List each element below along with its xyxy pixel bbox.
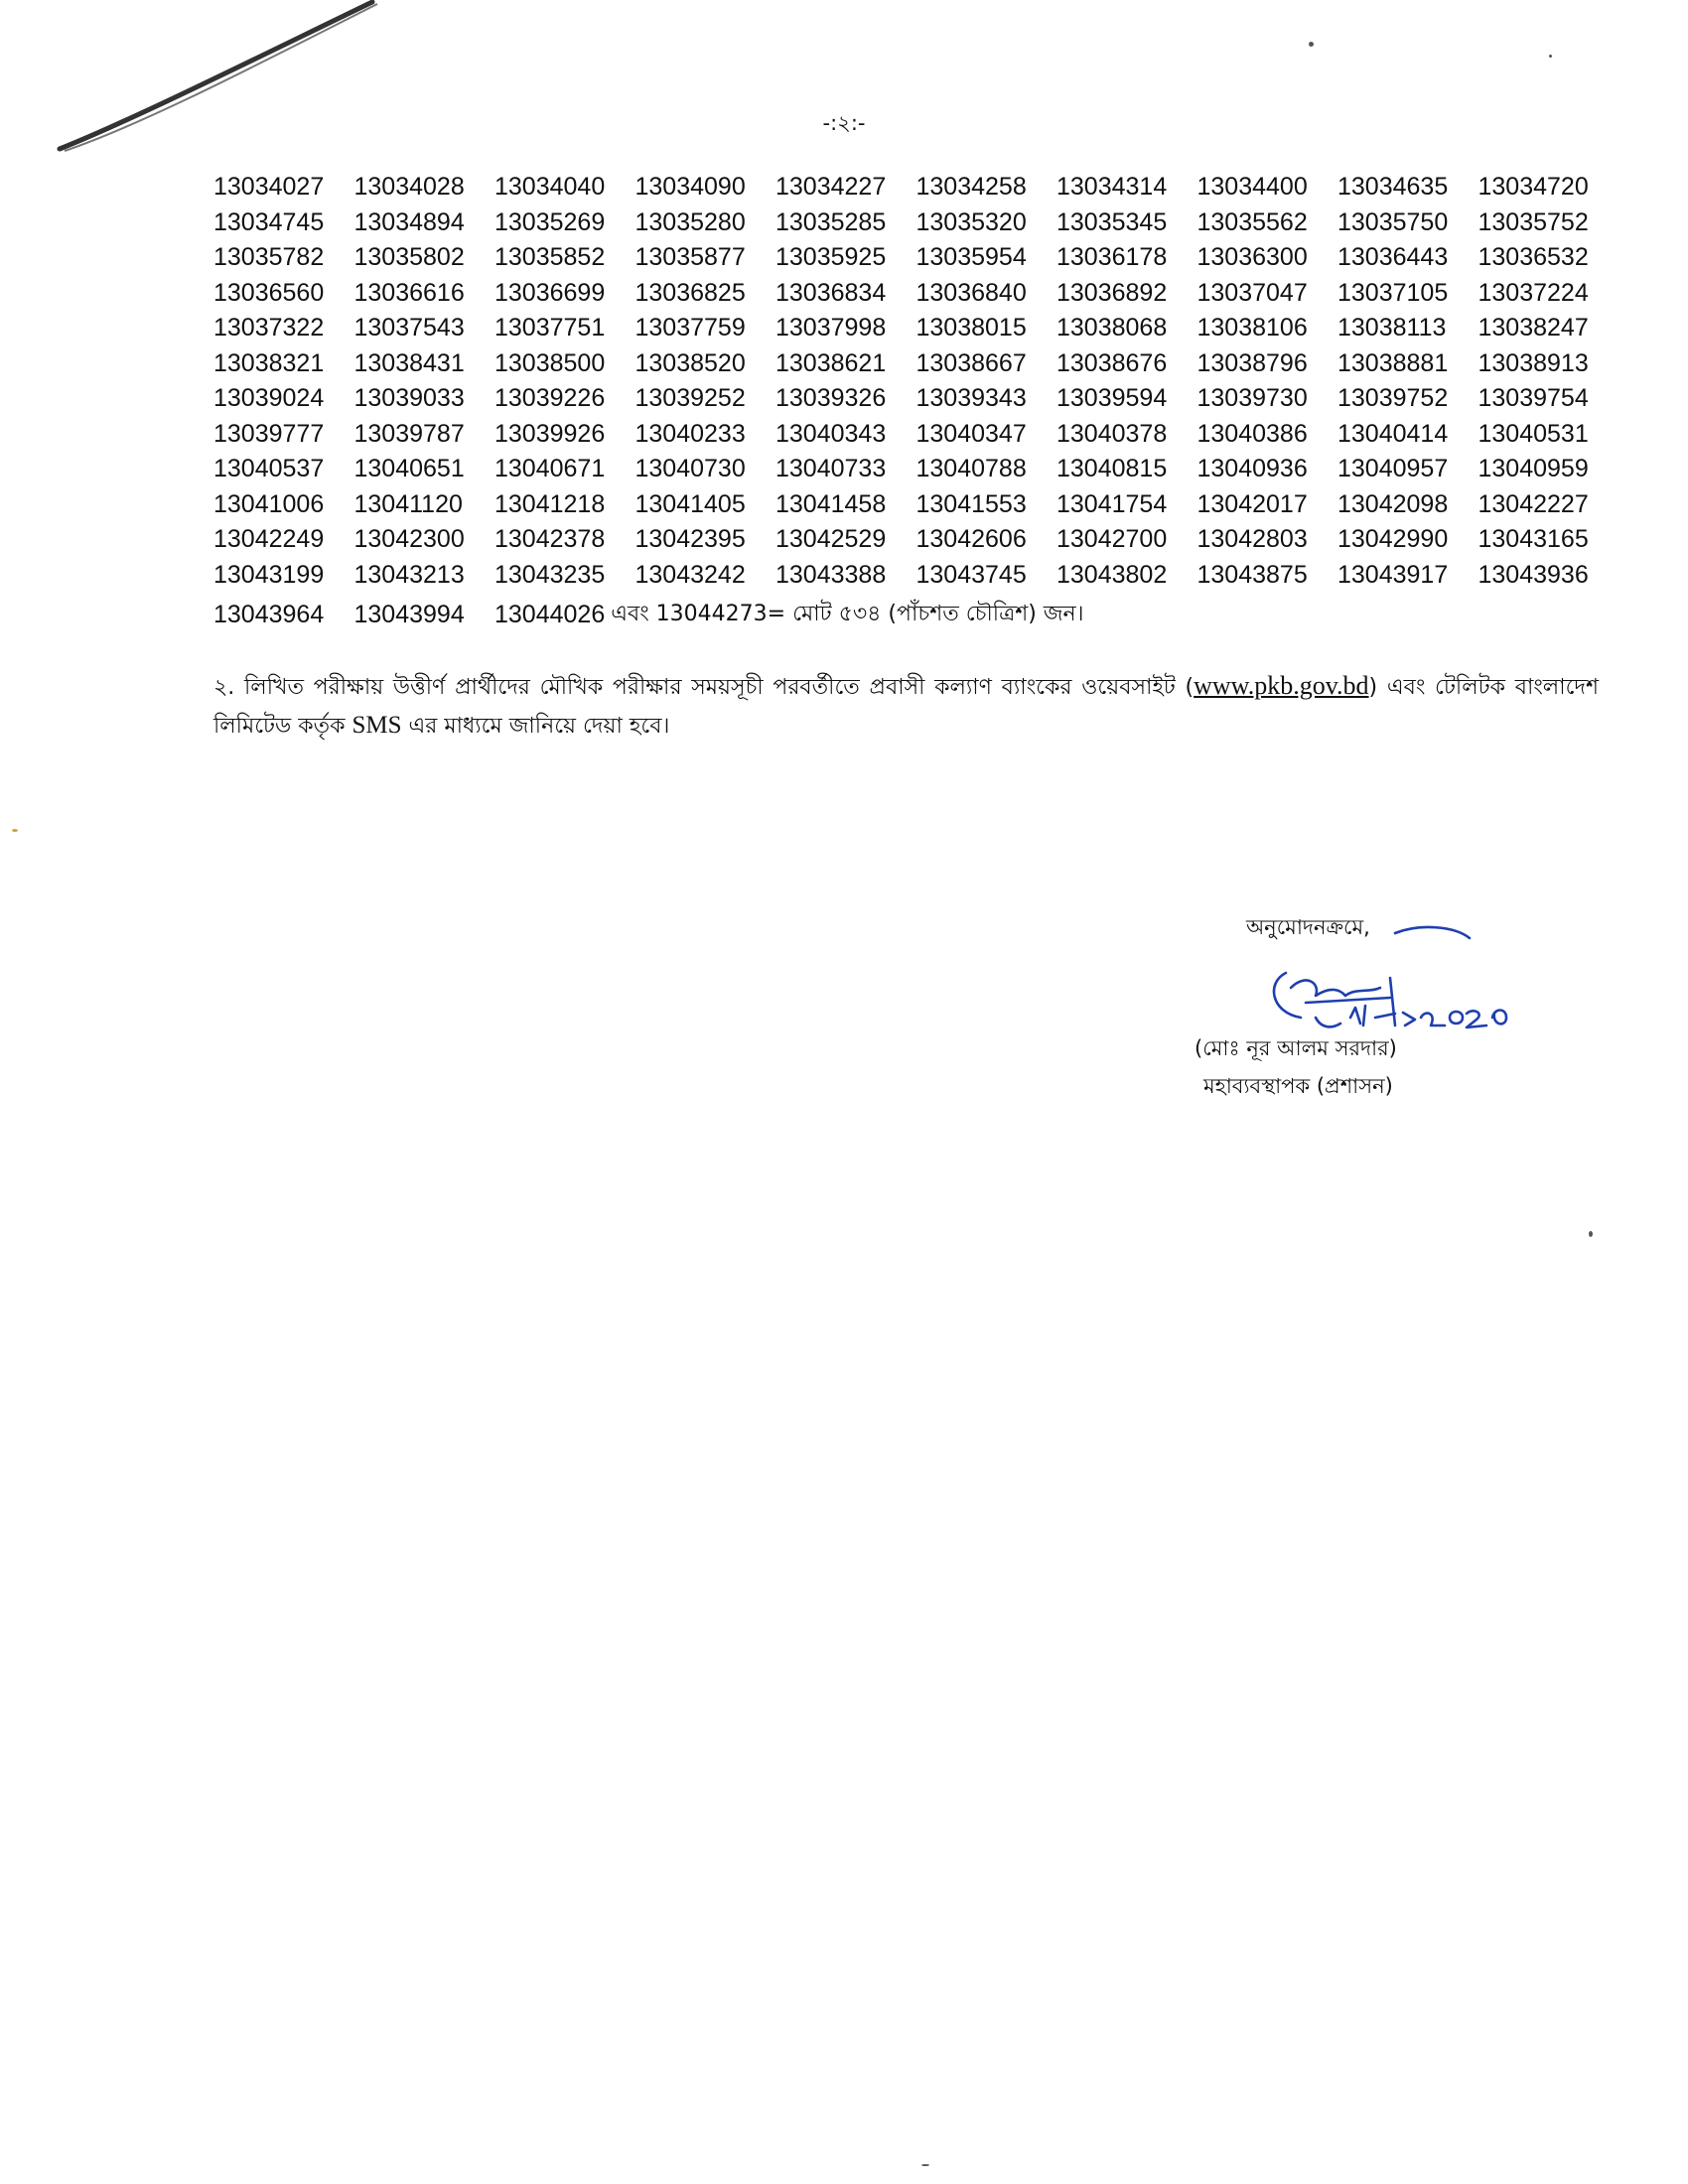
notice-paragraph: [213, 667, 1599, 746]
candidate-id: 13042803: [1196, 525, 1308, 553]
candidate-id: 13038113: [1337, 314, 1447, 341]
candidate-id: 13041553: [915, 489, 1027, 518]
candidate-id: 13040730: [634, 455, 746, 482]
candidate-id: 13034400: [1196, 173, 1308, 201]
candidate-id: 13042227: [1477, 489, 1589, 518]
candidate-id: 13040788: [915, 455, 1027, 482]
last-line: [213, 599, 1623, 631]
candidate-id: 13041120: [353, 489, 463, 518]
candidate-id: 13041006: [213, 489, 325, 518]
candidate-id: 13038676: [1056, 348, 1168, 377]
candidate-id: 13037998: [775, 314, 887, 341]
candidate-id: 13038068: [1056, 314, 1168, 341]
candidate-id: 13036840: [915, 278, 1027, 307]
candidate-id: 13042606: [915, 525, 1027, 553]
candidate-id: 13040414: [1337, 419, 1449, 448]
candidate-id: 13036699: [494, 278, 606, 307]
scan-speck: [1309, 42, 1314, 47]
candidate-id: 13038247: [1477, 314, 1589, 341]
candidate-id: 13040347: [915, 419, 1027, 448]
candidate-id: 13041754: [1056, 489, 1168, 518]
candidate-id: 13038500: [494, 348, 606, 377]
candidate-id: 13036532: [1477, 243, 1589, 271]
scan-speck: [1549, 55, 1552, 58]
candidate-id: 13039754: [1477, 384, 1589, 412]
candidate-id: 13044026: [494, 601, 606, 628]
candidate-id: 13039226: [494, 384, 606, 412]
candidate-id: 13036443: [1337, 243, 1449, 271]
candidate-id: 13036300: [1196, 243, 1308, 271]
candidate-id: 13037759: [634, 314, 746, 341]
candidate-id: 13036892: [1056, 278, 1168, 307]
candidate-id: 13040233: [634, 419, 746, 448]
candidate-id: 13038621: [775, 348, 887, 377]
candidate-id: 13035802: [353, 243, 465, 271]
candidate-id: 13039343: [915, 384, 1027, 412]
candidate-id: 13040959: [1477, 455, 1589, 482]
notice-text-c: এর মাধ্যমে জানিয়ে দেয়া হবে।: [401, 714, 670, 739]
page-number: -:২:-: [822, 111, 866, 135]
candidate-id: 13039777: [213, 419, 325, 448]
candidate-id: 13034028: [353, 173, 465, 201]
candidate-id: 13043802: [1056, 560, 1168, 589]
candidate-id: 13043242: [634, 560, 746, 589]
candidate-id: 13040386: [1196, 419, 1308, 448]
candidate-id: 13043964: [213, 601, 325, 628]
website-link[interactable]: www.pkb.gov.bd: [1194, 671, 1369, 700]
candidate-id: 13039326: [775, 384, 887, 412]
candidate-id: 13035562: [1196, 207, 1308, 236]
candidate-id: 13038520: [634, 348, 746, 377]
candidate-id: 13039024: [213, 384, 325, 412]
candidate-id: 13040378: [1056, 419, 1168, 448]
total-summary: এবং 13044273= মোট ৫৩৪ (পাঁচশত চৌত্রিশ) জন।: [611, 602, 1084, 626]
notice-text-b: ) এবং টেলিটক বাংলাদেশ লিমিটেড কর্তৃক: [213, 675, 1599, 739]
candidate-id: 13038881: [1337, 348, 1449, 377]
candidate-id: 13035852: [494, 243, 606, 271]
candidate-id: 13043936: [1477, 560, 1589, 589]
candidate-id: 13037224: [1477, 278, 1589, 307]
candidate-id: 13037047: [1196, 278, 1308, 307]
candidate-id: 13043745: [915, 560, 1027, 589]
candidate-id: 13040651: [353, 455, 465, 482]
candidate-id: 13035269: [494, 207, 606, 236]
candidate-id: 13043235: [494, 560, 606, 589]
candidate-id: 13038667: [915, 348, 1027, 377]
candidate-id: 13035750: [1337, 207, 1449, 236]
candidate-id: 13043994: [353, 601, 465, 628]
candidate-id: 13038106: [1196, 314, 1308, 341]
candidate-id: 13035320: [915, 207, 1027, 236]
candidate-id: 13035877: [634, 243, 746, 271]
candidate-id: 13042700: [1056, 525, 1168, 553]
candidate-id: 13034635: [1337, 173, 1449, 201]
candidate-id: 13040537: [213, 455, 325, 482]
handwritten-signature: [1246, 918, 1519, 1047]
candidate-id: 13035345: [1056, 207, 1168, 236]
signatory-title: মহাব্যবস্থাপক (প্রশাসন): [1203, 1074, 1393, 1098]
candidate-id: 13043875: [1196, 560, 1308, 589]
candidate-id: 13042300: [353, 525, 465, 553]
scan-speck: [921, 2164, 929, 2166]
candidate-id: 13038015: [915, 314, 1027, 341]
candidate-id: 13042395: [634, 525, 746, 553]
candidate-id: 13034720: [1477, 173, 1589, 201]
candidate-id: 13039252: [634, 384, 746, 412]
candidate-id: 13040936: [1196, 455, 1308, 482]
candidate-id: 13040343: [775, 419, 887, 448]
candidate-id: 13042378: [494, 525, 606, 553]
candidate-id: 13038321: [213, 348, 325, 377]
candidate-id: 13039752: [1337, 384, 1449, 412]
candidate-id: 13034227: [775, 173, 887, 201]
candidate-id: 13035285: [775, 207, 887, 236]
candidate-id: 13036825: [634, 278, 746, 307]
candidate-id-grid: [213, 171, 1618, 591]
candidate-id: 13040671: [494, 455, 606, 482]
candidate-id: 13034040: [494, 173, 606, 201]
candidate-id: 13037322: [213, 314, 325, 341]
candidate-id: 13034258: [915, 173, 1027, 201]
candidate-id: 13034090: [634, 173, 746, 201]
candidate-id: 13042017: [1196, 489, 1308, 518]
candidate-id: 13040815: [1056, 455, 1168, 482]
candidate-id: 13034314: [1056, 173, 1168, 201]
approval-text: অনুমোদনক্রমে,: [1246, 915, 1370, 939]
candidate-id: 13035925: [775, 243, 887, 271]
candidate-id: 13035280: [634, 207, 746, 236]
candidate-id: 13039730: [1196, 384, 1308, 412]
candidate-id: 13034027: [213, 173, 325, 201]
candidate-id: 13040733: [775, 455, 887, 482]
candidate-id: 13040531: [1477, 419, 1589, 448]
candidate-id: 13038431: [353, 348, 465, 377]
candidate-id: 13039594: [1056, 384, 1168, 412]
candidate-id: 13039787: [353, 419, 465, 448]
candidate-id: 13043388: [775, 560, 887, 589]
candidate-id: 13035752: [1477, 207, 1589, 236]
candidate-id: 13040957: [1337, 455, 1449, 482]
candidate-id: 13043213: [353, 560, 465, 589]
candidate-id: 13036616: [353, 278, 465, 307]
candidate-id: 13037543: [353, 314, 465, 341]
candidate-id: 13039926: [494, 419, 606, 448]
candidate-id: 13038913: [1477, 348, 1589, 377]
candidate-id: 13043165: [1477, 525, 1589, 553]
candidate-id: 13035782: [213, 243, 325, 271]
candidate-id: 13042249: [213, 525, 325, 553]
candidate-id: 13035954: [915, 243, 1027, 271]
candidate-id: 13041405: [634, 489, 746, 518]
candidate-id: 13034894: [353, 207, 465, 236]
candidate-id: 13036834: [775, 278, 887, 307]
sms-label: SMS: [352, 712, 402, 739]
candidate-id: 13036178: [1056, 243, 1168, 271]
candidate-id: 13037751: [494, 314, 606, 341]
candidate-id: 13042529: [775, 525, 887, 553]
candidate-id: 13036560: [213, 278, 325, 307]
candidate-id: 13042990: [1337, 525, 1449, 553]
candidate-id: 13039033: [353, 384, 465, 412]
notice-text-a: ২. লিখিত পরীক্ষায় উত্তীর্ণ প্রার্থীদের মৌখিক পরীক্ষার সময়সূচী পরবর্তীতে প্রবাসী কল্যাণ ব্যাংকের ওয়েবসাইট (: [213, 675, 1195, 700]
candidate-id: 13037105: [1337, 278, 1449, 307]
candidate-id: 13041458: [775, 489, 887, 518]
candidate-id: 13041218: [494, 489, 606, 518]
candidate-id: 13043917: [1337, 560, 1449, 589]
scan-speck: [1589, 1231, 1593, 1237]
scan-speck: [12, 829, 18, 832]
candidate-id: 13034745: [213, 207, 325, 236]
candidate-id: 13042098: [1337, 489, 1449, 518]
candidate-id: 13038796: [1196, 348, 1308, 377]
candidate-id: 13043199: [213, 560, 325, 589]
signatory-name: (মোঃ নূর আলম সরদার): [1195, 1036, 1397, 1060]
